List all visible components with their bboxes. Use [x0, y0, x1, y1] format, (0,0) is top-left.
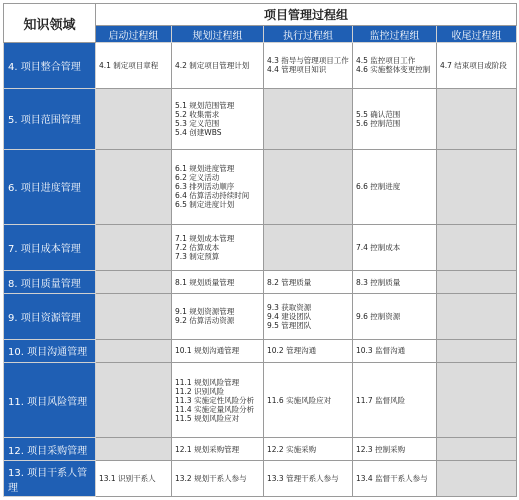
process-item: 9.5 管理团队	[267, 320, 312, 330]
process-item: 5.1 规划范围管理	[175, 100, 235, 110]
process-cell	[353, 294, 437, 340]
knowledge-area-label: 10. 项目沟通管理	[4, 339, 96, 362]
process-group-closing: 收尾过程组	[437, 26, 517, 43]
process-cell	[172, 43, 264, 89]
process-item: 6.3 排列活动顺序	[175, 182, 235, 192]
process-item: 9.2 估算活动资源	[175, 316, 235, 326]
process-item: 9.6 控制资源	[356, 311, 401, 321]
process-cell	[353, 149, 437, 225]
knowledge-area-label: 9. 项目资源管理	[4, 294, 96, 340]
process-item: 6.4 估算活动持续时间	[175, 191, 250, 201]
process-item: 4.2 制定项目管理计划	[175, 60, 250, 70]
empty-cell	[96, 339, 172, 362]
empty-cell	[437, 339, 517, 362]
empty-cell	[264, 88, 353, 149]
process-item: 11.3 实施定性风险分析	[175, 395, 255, 405]
empty-cell	[96, 438, 172, 461]
knowledge-area-label: 7. 项目成本管理	[4, 225, 96, 271]
process-cell	[172, 438, 264, 461]
empty-cell	[96, 294, 172, 340]
process-cell	[96, 43, 172, 89]
process-item: 11.2 识别风险	[175, 386, 225, 396]
process-item: 13.1 识别干系人	[99, 474, 156, 484]
process-groups-header: 项目管理过程组	[96, 4, 517, 26]
process-item: 11.5 规划风险应对	[175, 413, 240, 423]
process-item: 5.6 控制范围	[356, 118, 401, 128]
table-row	[4, 362, 517, 438]
empty-cell	[96, 271, 172, 294]
process-cell	[353, 88, 437, 149]
knowledge-area-label: 13. 项目干系人管理	[4, 461, 96, 497]
process-cell	[264, 271, 353, 294]
knowledge-area-label: 11. 项目风险管理	[4, 362, 96, 438]
empty-cell	[437, 461, 517, 497]
process-item: 12.3 控制采购	[356, 444, 406, 454]
knowledge-area-process-table	[3, 3, 517, 497]
process-item: 11.7 监督风险	[356, 395, 406, 405]
process-cell	[437, 43, 517, 89]
process-item: 7.3 制定预算	[175, 252, 220, 262]
table-row	[4, 461, 517, 497]
process-cell	[264, 362, 353, 438]
empty-cell	[96, 225, 172, 271]
process-cell	[264, 461, 353, 497]
process-item: 5.2 收集需求	[175, 109, 220, 119]
process-cell	[172, 271, 264, 294]
knowledge-area-label: 8. 项目质量管理	[4, 271, 96, 294]
process-item: 10.1 规划沟通管理	[175, 346, 240, 356]
process-item: 5.4 创建WBS	[175, 127, 222, 137]
process-cell	[172, 225, 264, 271]
process-item: 13.4 监督干系人参与	[356, 474, 428, 484]
process-cell	[264, 43, 353, 89]
empty-cell	[437, 362, 517, 438]
process-item: 9.4 建设团队	[267, 311, 312, 321]
process-item: 11.6 实施风险应对	[267, 395, 332, 405]
process-cell	[172, 294, 264, 340]
table-row	[4, 438, 517, 461]
process-item: 4.6 实施整体变更控制	[356, 65, 431, 75]
process-group-planning: 规划过程组	[172, 26, 264, 43]
process-item: 8.2 管理质量	[267, 277, 312, 287]
process-group-initiating: 启动过程组	[96, 26, 172, 43]
table-row	[4, 271, 517, 294]
process-cell	[172, 88, 264, 149]
process-cell	[96, 461, 172, 497]
process-cell	[353, 339, 437, 362]
process-cell	[172, 149, 264, 225]
process-cell	[353, 438, 437, 461]
process-item: 7.4 控制成本	[356, 243, 401, 253]
process-item: 10.3 监督沟通	[356, 346, 406, 356]
table-row	[4, 43, 517, 89]
knowledge-area-label: 5. 项目范围管理	[4, 88, 96, 149]
table-row	[4, 88, 517, 149]
process-item: 5.3 定义范围	[175, 118, 220, 128]
process-cell	[172, 362, 264, 438]
process-item: 4.4 管理项目知识	[267, 65, 327, 75]
process-item: 7.1 规划成本管理	[175, 234, 235, 244]
process-item: 4.7 结束项目或阶段	[440, 60, 507, 70]
process-cell	[353, 225, 437, 271]
knowledge-area-label: 4. 项目整合管理	[4, 43, 96, 89]
empty-cell	[437, 149, 517, 225]
empty-cell	[264, 149, 353, 225]
knowledge-area-header: 知识领域	[4, 4, 96, 43]
process-item: 4.3 指导与管理项目工作	[267, 56, 349, 66]
process-item: 4.1 制定项目章程	[99, 60, 159, 70]
empty-cell	[96, 362, 172, 438]
table-row	[4, 225, 517, 271]
empty-cell	[437, 225, 517, 271]
empty-cell	[264, 225, 353, 271]
process-item: 11.4 实施定量风险分析	[175, 404, 255, 414]
process-cell	[353, 362, 437, 438]
process-cell	[264, 339, 353, 362]
process-item: 10.2 管理沟通	[267, 346, 317, 356]
process-item: 13.2 规划干系人参与	[175, 474, 247, 484]
process-item: 8.1 规划质量管理	[175, 277, 235, 287]
process-item: 9.3 获取资源	[267, 302, 312, 312]
process-cell	[353, 43, 437, 89]
process-item: 12.1 规划采购管理	[175, 444, 240, 454]
empty-cell	[96, 88, 172, 149]
empty-cell	[437, 438, 517, 461]
process-item: 9.1 规划资源管理	[175, 307, 235, 317]
process-cell	[353, 461, 437, 497]
process-cell	[264, 438, 353, 461]
table-row	[4, 149, 517, 225]
process-item: 4.5 监控项目工作	[356, 56, 416, 66]
process-group-monitoring: 监控过程组	[353, 26, 437, 43]
knowledge-area-label: 6. 项目进度管理	[4, 149, 96, 225]
process-item: 7.2 估算成本	[175, 243, 220, 253]
process-cell	[353, 271, 437, 294]
process-item: 8.3 控制质量	[356, 277, 401, 287]
process-item: 6.1 规划进度管理	[175, 164, 235, 174]
table-row	[4, 339, 517, 362]
table-body	[4, 43, 517, 497]
process-group-executing: 执行过程组	[264, 26, 353, 43]
process-item: 6.2 定义活动	[175, 173, 220, 183]
process-item: 11.1 规划风险管理	[175, 377, 240, 387]
table-row	[4, 294, 517, 340]
knowledge-area-label: 12. 项目采购管理	[4, 438, 96, 461]
process-cell	[172, 461, 264, 497]
process-item: 6.6 控制进度	[356, 182, 401, 192]
process-cell	[264, 294, 353, 340]
process-item: 12.2 实施采购	[267, 444, 317, 454]
empty-cell	[437, 271, 517, 294]
process-item: 6.5 制定进度计划	[175, 200, 235, 210]
empty-cell	[96, 149, 172, 225]
empty-cell	[437, 294, 517, 340]
process-item: 5.5 确认范围	[356, 109, 401, 119]
process-item: 13.3 管理干系人参与	[267, 474, 339, 484]
empty-cell	[437, 88, 517, 149]
process-cell	[172, 339, 264, 362]
